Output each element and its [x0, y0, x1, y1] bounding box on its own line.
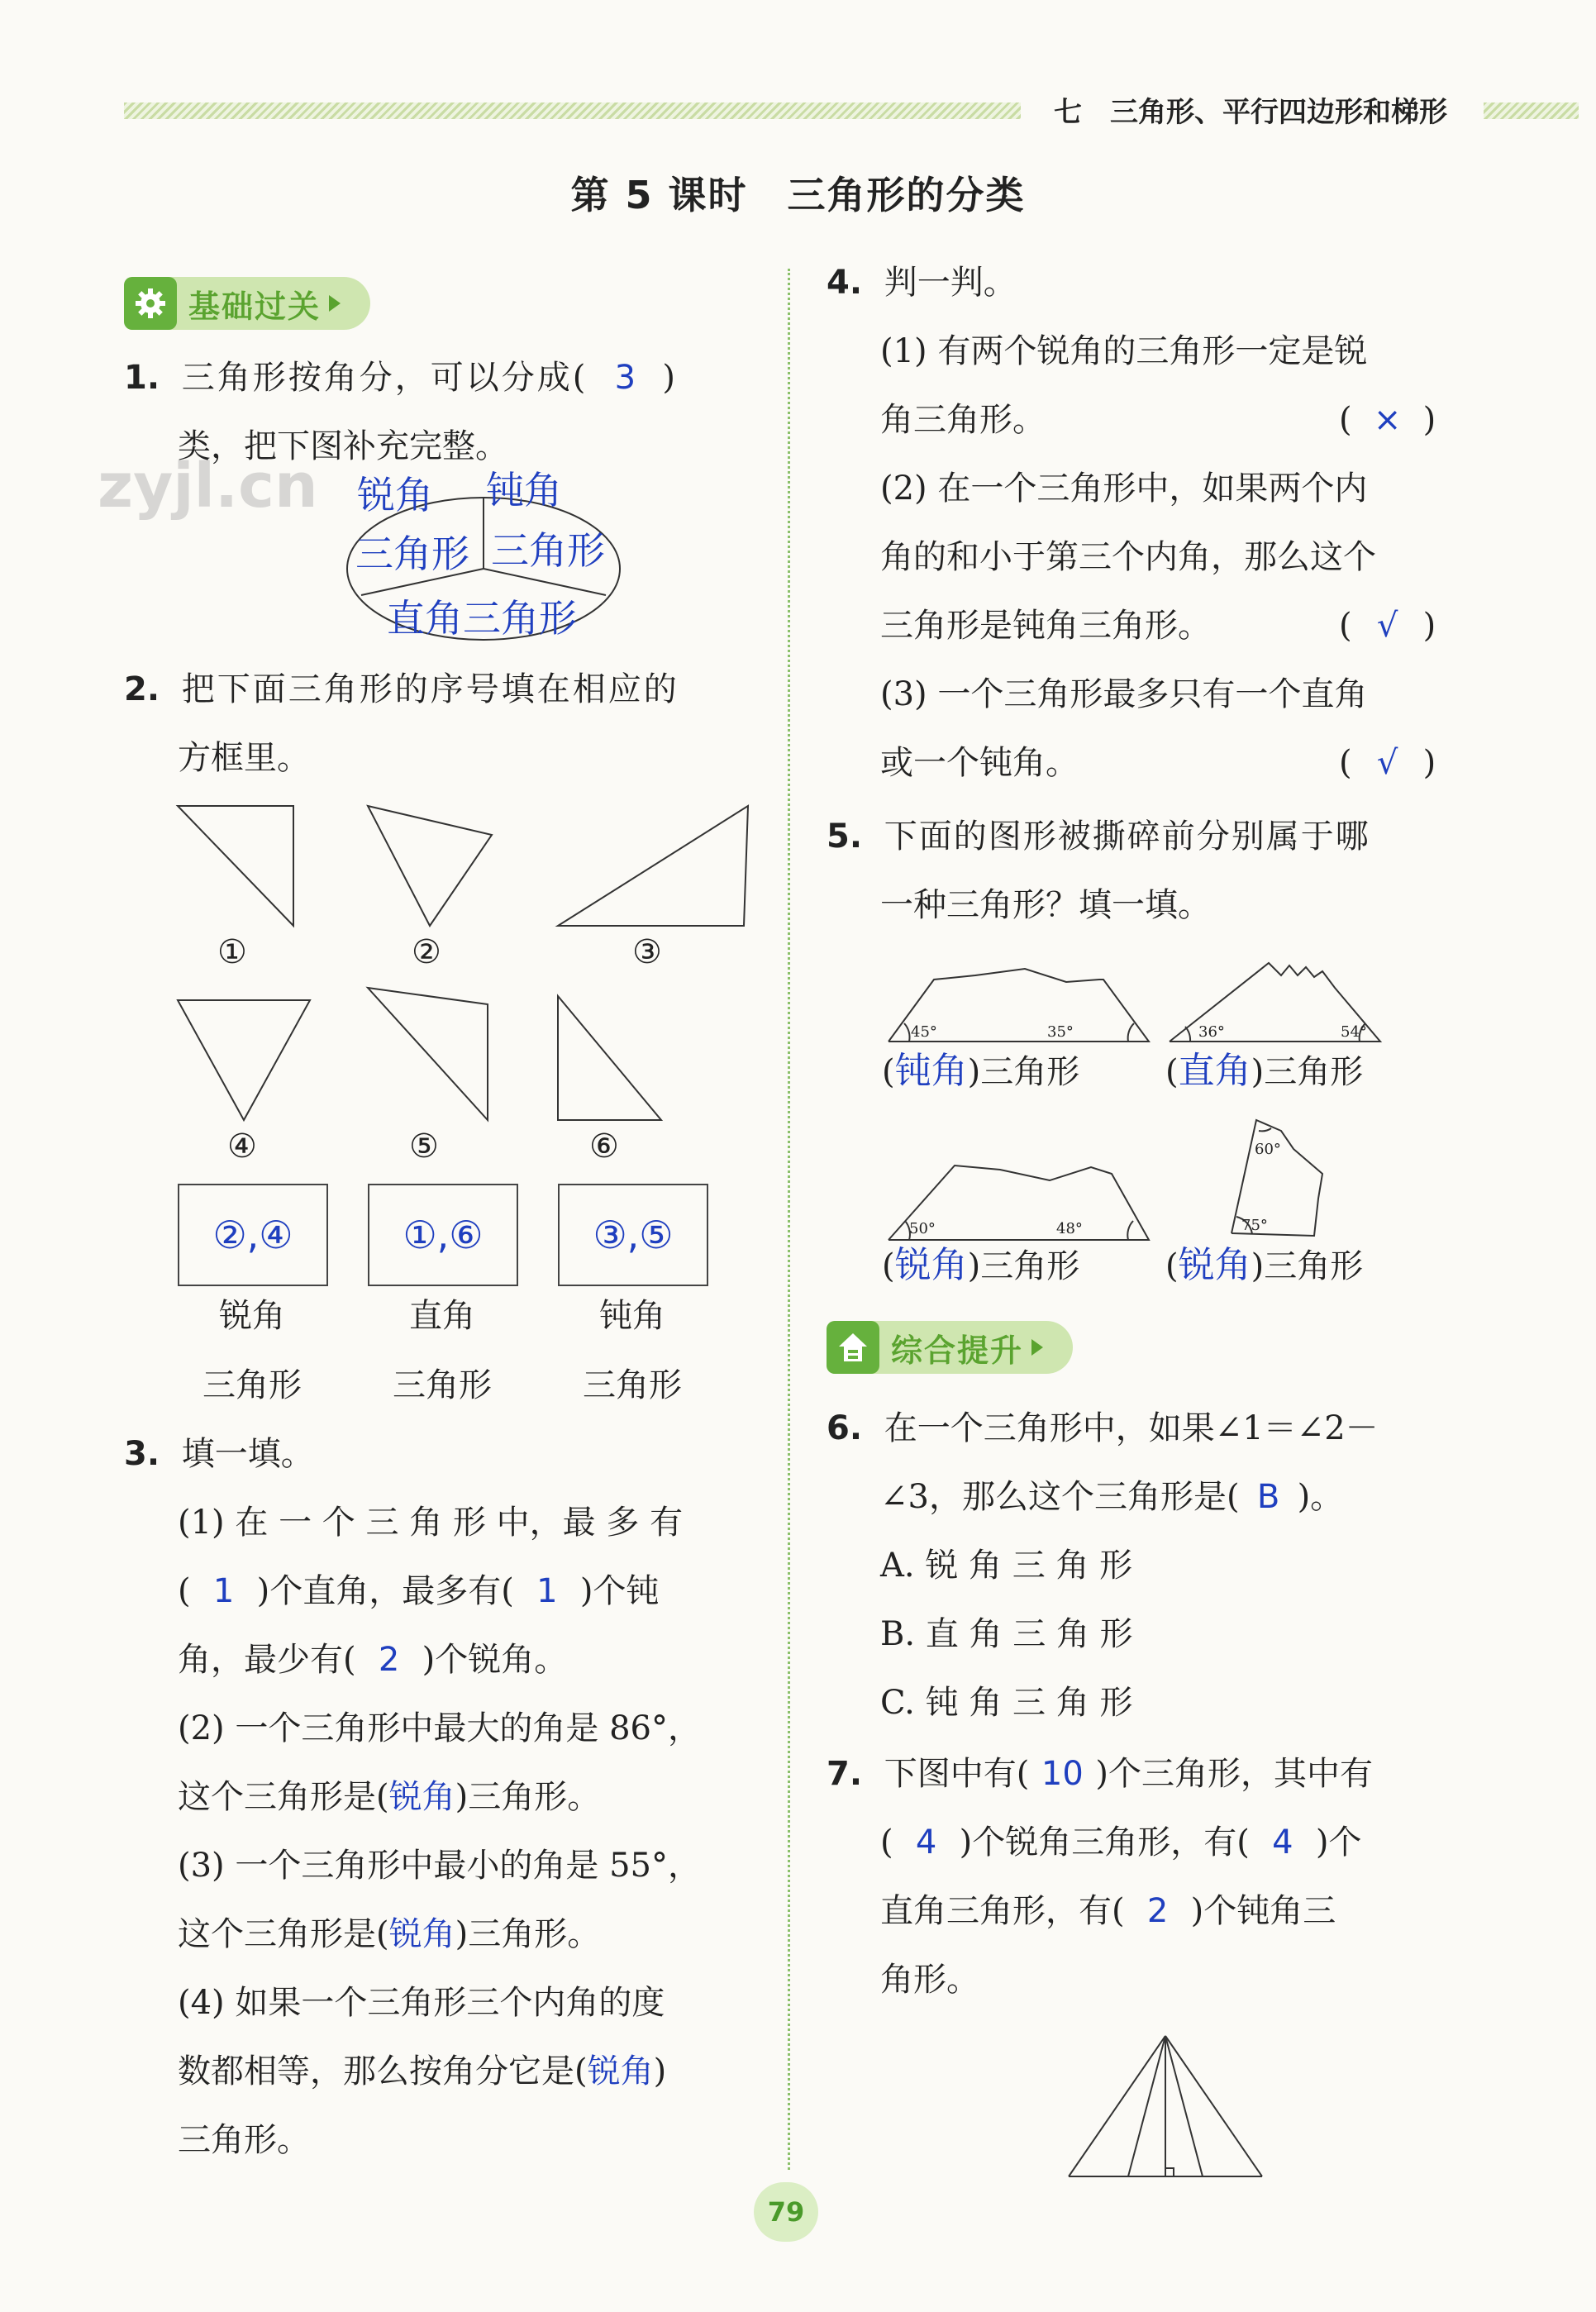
q3-p2b: [178, 1777, 600, 1817]
q4-p3a: (3) 一个三角形最多只有一个直角: [880, 675, 1368, 713]
q5-paren-close-3: ): [967, 1247, 981, 1285]
q5-text: 下面的图形被撕碎前分别属于哪: [884, 818, 1370, 856]
q5-answer-2: 直角: [1178, 1050, 1251, 1092]
q5-paren-open-4: (: [1165, 1247, 1179, 1285]
q5-paren-open-2: (: [1165, 1053, 1179, 1091]
q5-paren-close-1: ): [967, 1053, 981, 1091]
q1-close: ): [662, 359, 675, 397]
q4-judge-2: [1339, 606, 1436, 646]
q2-number: 2.: [124, 670, 160, 708]
q1-line2: 类，把下图补充完整。: [178, 427, 508, 465]
angle-label-50: 50°: [909, 1220, 936, 1237]
q4-number: 4.: [827, 264, 863, 302]
shape-label-4: ④: [227, 1127, 257, 1166]
section-banner-comprehensive: [827, 1321, 1073, 1374]
q3-head: [124, 1434, 314, 1474]
triangle-5: [368, 988, 488, 1120]
q3-answer-3: 锐角: [388, 1915, 455, 1953]
q6-option-c: C. 钝 角 三 角 形: [880, 1684, 1133, 1722]
house-icon: [827, 1321, 879, 1374]
shape-label-6: ⑥: [589, 1127, 619, 1166]
q7-answer-total: 10: [1041, 1755, 1084, 1793]
q3-p1c: [178, 1640, 567, 1680]
q3-p4b-start: 数都相等，那么按角分它是(: [178, 2052, 588, 2090]
q3-p3a: (3) 一个三角形中最小的角是 55°，: [178, 1847, 701, 1885]
q5-answer-1: 钝角: [894, 1050, 968, 1092]
q4-paren-open-2: (: [1339, 607, 1352, 645]
q4-p2a: (2) 在一个三角形中，如果两个内: [880, 470, 1368, 508]
q7-l1-start: 下图中有(: [884, 1755, 1030, 1793]
q7-answer-acute: 4: [915, 1823, 937, 1862]
q1-number: 1.: [124, 359, 160, 397]
q6-line1: [827, 1409, 1379, 1448]
q5-suffix-1: 三角形: [980, 1053, 1080, 1091]
q7-paren: (: [880, 1823, 893, 1862]
q5-answer-4: 锐角: [1178, 1244, 1251, 1286]
shape-label-1: ①: [217, 933, 247, 971]
page-title: 第 5 课时 三角形的分类: [570, 173, 1026, 217]
q3-p1c-end: )个锐角。: [422, 1641, 568, 1679]
arrow-right-icon: [1031, 1339, 1043, 1356]
q7-line3: [880, 1891, 1336, 1931]
q3-p2b-end: )三角形。: [455, 1778, 601, 1816]
box-label-right-2: 三角形: [393, 1366, 492, 1404]
q6-option-b: B. 直 角 三 角 形: [880, 1615, 1133, 1653]
box-label-right-1: 直角: [409, 1297, 475, 1335]
q4-answer-1: ×: [1373, 401, 1402, 439]
q4-p1a: (1) 有两个锐角的三角形一定是锐: [880, 332, 1368, 370]
triangle-shapes: [165, 794, 760, 1124]
q4-paren-open-1: (: [1339, 401, 1352, 439]
q7-line1: [827, 1754, 1373, 1794]
triangle-1: [178, 806, 293, 926]
q6-answer: B: [1256, 1478, 1280, 1516]
q4-head: [827, 263, 1017, 303]
q3-number: 3.: [124, 1435, 160, 1473]
q7-l2-end: )个: [1315, 1823, 1362, 1862]
angle-label-36: 36°: [1198, 1023, 1225, 1041]
q5-paren-close-2: ): [1251, 1053, 1265, 1091]
q2-line2: 方框里。: [178, 739, 310, 777]
oval-label-triangle-left: 三角形: [355, 532, 469, 576]
q5-line2: 一种三角形？填一填。: [880, 886, 1211, 924]
header-stripe-right: [1484, 102, 1579, 119]
angle-label-75: 75°: [1241, 1217, 1268, 1234]
box-label-acute-1: 锐角: [219, 1297, 285, 1335]
angle-label-60: 60°: [1255, 1141, 1281, 1158]
triangle-3: [558, 806, 748, 926]
q3-p4b-end: ): [653, 2052, 667, 2090]
q5-line1: [827, 817, 1370, 856]
q3-answer-2: 锐角: [388, 1778, 455, 1816]
q3-p1b: [178, 1571, 659, 1611]
watermark: zyjl.cn: [98, 450, 318, 522]
q5-answer-line-4: [1165, 1244, 1363, 1288]
q5-answer-line-3: [882, 1244, 1079, 1288]
q3-p4a: (4) 如果一个三角形三个内角的度: [178, 1984, 665, 2022]
q3-answer-obtuse-angles: 1: [536, 1572, 558, 1610]
oval-label-right-triangle: 直角三角形: [387, 596, 577, 641]
q4-p3b: 或一个钝角。: [880, 744, 1079, 782]
q2-text: 把下面三角形的序号填在相应的: [181, 670, 679, 708]
q3-p4c: 三角形。: [178, 2121, 310, 2159]
q3-paren: (: [178, 1572, 191, 1610]
q6-line2: [880, 1477, 1343, 1517]
q6-option-a: A. 锐 角 三 角 形: [880, 1547, 1133, 1585]
q7-answer-obtuse: 2: [1146, 1892, 1169, 1930]
q3-p1a: (1) 在 一 个 三 角 形 中，最 多 有: [178, 1504, 684, 1542]
q3-p3b-start: 这个三角形是(: [178, 1915, 389, 1953]
q5-answer-line-2: [1165, 1050, 1363, 1094]
answer-box-acute: ②,④: [178, 1184, 328, 1286]
q2-line1: [124, 670, 679, 709]
q4-judge-1: [1339, 400, 1436, 440]
q7-l2-mid: )个锐角三角形，有(: [959, 1823, 1250, 1862]
q3-p1c-start: 角，最少有(: [178, 1641, 356, 1679]
oval-label-acute: 锐角: [357, 473, 433, 517]
q5-paren-open-1: (: [882, 1053, 895, 1091]
q5-number: 5.: [827, 818, 863, 856]
q4-text: 判一判。: [884, 264, 1017, 302]
box-label-obtuse-2: 三角形: [583, 1366, 682, 1404]
angle-label-54: 54°: [1341, 1023, 1367, 1041]
triangle-2: [368, 806, 492, 926]
q3-answer-acute-angles: 2: [378, 1641, 400, 1679]
q3-answer-right-angles: 1: [212, 1572, 235, 1610]
q6-text: 在一个三角形中，如果∠1＝∠2－: [884, 1409, 1379, 1447]
q6-line2-start: ∠3，那么这个三角形是(: [880, 1478, 1240, 1516]
q4-paren-open-3: (: [1339, 744, 1352, 782]
q4-p2b: 角的和小于第三个内角，那么这个: [880, 538, 1376, 576]
torn-shapes: [876, 951, 1405, 1248]
header-stripe-left: [124, 102, 1021, 119]
q7-l3-end: )个钝角三: [1190, 1892, 1336, 1930]
answer-box-right: ①,⑥: [368, 1184, 518, 1286]
q5-suffix-4: 三角形: [1264, 1247, 1364, 1285]
answer-box-obtuse: ③,⑤: [558, 1184, 708, 1286]
q7-number: 7.: [827, 1755, 863, 1793]
q7-line4: 角形。: [880, 1961, 979, 1999]
q5-answer-3: 锐角: [894, 1244, 968, 1286]
section-label-basic: 基础过关: [188, 288, 322, 325]
q3-answer-4: 锐角: [587, 2052, 654, 2090]
q4-paren-close-2: ): [1422, 607, 1436, 645]
gear-icon: [124, 277, 177, 330]
q3-p3b-end: )三角形。: [455, 1915, 601, 1953]
section-banner-basic: [124, 277, 370, 330]
q4-answer-3: √: [1376, 744, 1398, 782]
angle-label-45: 45°: [911, 1023, 937, 1041]
section-label-comprehensive: 综合提升: [891, 1332, 1024, 1369]
box-label-obtuse-1: 钝角: [599, 1297, 665, 1335]
chapter-title: 七 三角形、平行四边形和梯形: [1054, 96, 1447, 129]
q3-p1b-mid: )个直角，最多有(: [256, 1572, 514, 1610]
q7-l3-start: 直角三角形，有(: [880, 1892, 1125, 1930]
shape-label-5: ⑤: [409, 1127, 439, 1166]
q5-paren-close-4: ): [1251, 1247, 1265, 1285]
shape-label-3: ③: [632, 933, 662, 971]
q4-p2c: 三角形是钝角三角形。: [880, 607, 1211, 645]
column-divider: [788, 269, 790, 2170]
q7-answer-right: 4: [1272, 1823, 1293, 1862]
angle-label-35: 35°: [1047, 1023, 1074, 1041]
q7-line2: [880, 1823, 1361, 1862]
arrow-right-icon: [329, 295, 341, 312]
q3-p3b: [178, 1914, 600, 1954]
q6-line2-end: )。: [1297, 1478, 1344, 1516]
q1-text: 三角形按角分，可以分成(: [181, 359, 588, 397]
q7-l1-end: )个三角形，其中有: [1095, 1755, 1373, 1793]
q4-judge-3: [1339, 743, 1436, 783]
oval-label-triangle-right: 三角形: [491, 528, 605, 573]
q4-answer-2: √: [1376, 607, 1398, 645]
q3-p1b-end: )个钝: [579, 1572, 660, 1610]
q4-p1b: 角三角形。: [880, 401, 1046, 439]
q4-paren-close-1: ): [1422, 401, 1436, 439]
page-number: 79: [754, 2182, 818, 2242]
oval-label-obtuse: 钝角: [486, 468, 562, 512]
q5-answer-line-1: [882, 1050, 1079, 1094]
q3-p2b-start: 这个三角形是(: [178, 1778, 389, 1816]
q3-text: 填一填。: [181, 1435, 314, 1473]
q6-number: 6.: [827, 1409, 863, 1447]
q4-paren-close-3: ): [1422, 744, 1436, 782]
q3-p2a: (2) 一个三角形中最大的角是 86°，: [178, 1709, 701, 1747]
angle-label-48: 48°: [1056, 1220, 1083, 1237]
shape-label-2: ②: [412, 933, 441, 971]
q3-p4b: [178, 2052, 666, 2091]
box-label-acute-2: 三角形: [202, 1366, 302, 1404]
q1-answer: 3: [614, 359, 636, 397]
triangle-6: [558, 996, 661, 1120]
q1-line1: [124, 358, 675, 398]
q7-triangle-figure: [1062, 2029, 1269, 2186]
q5-suffix-2: 三角形: [1264, 1053, 1364, 1091]
triangle-4: [178, 1000, 310, 1120]
q5-suffix-3: 三角形: [980, 1247, 1080, 1285]
q5-paren-open-3: (: [882, 1247, 895, 1285]
